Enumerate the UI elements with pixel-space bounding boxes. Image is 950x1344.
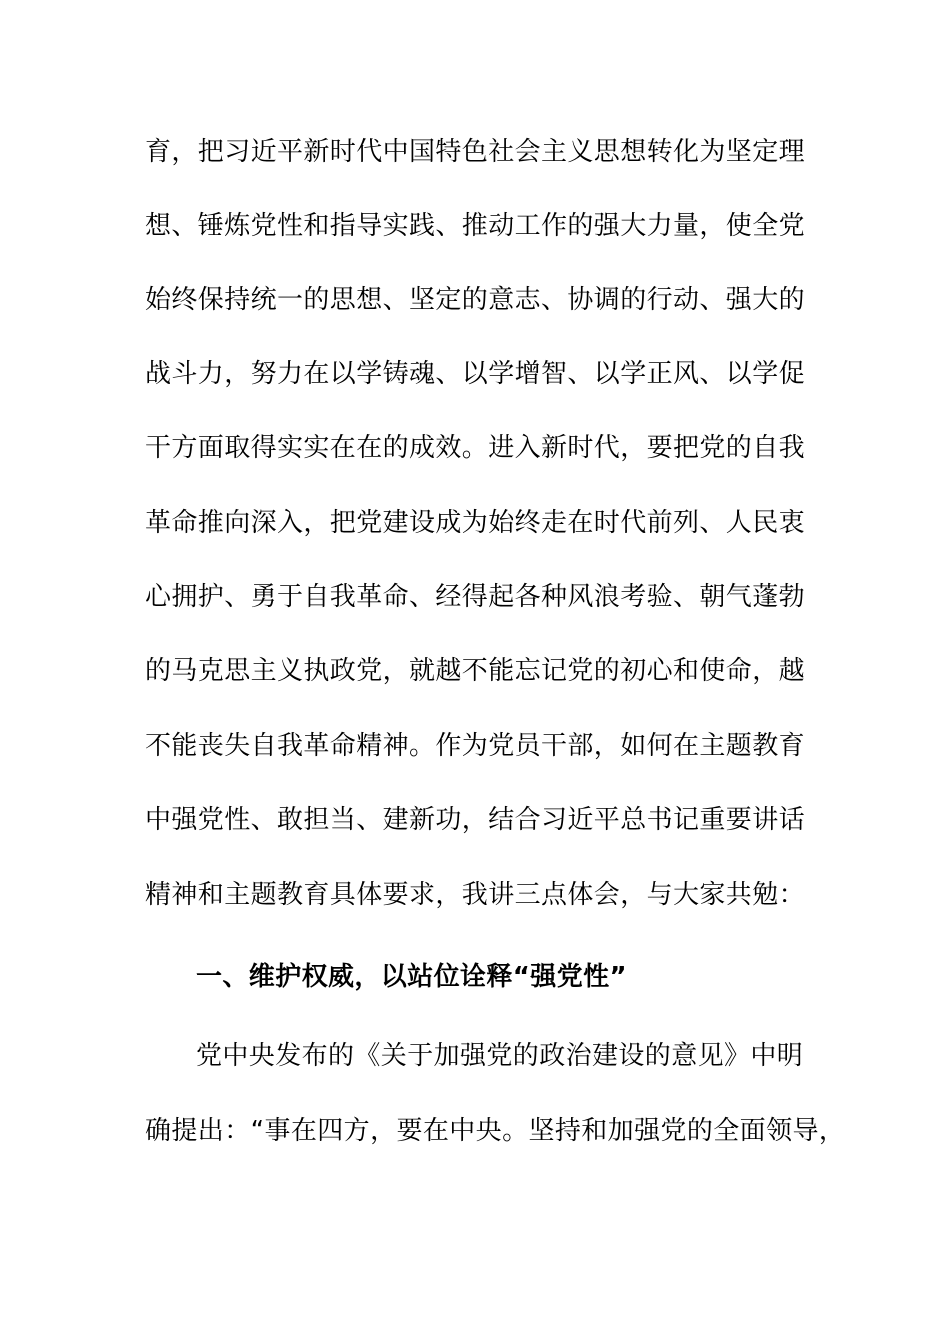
body-line-7: 心拥护、勇于自我革命、经得起各种风浪考验、朝气蓬勃 <box>145 582 806 612</box>
body-line-5: 干方面取得实实在在的成效。进入新时代，要把党的自我 <box>145 433 806 463</box>
body-line-11: 精神和主题教育具体要求，我讲三点体会，与大家共勉： <box>145 880 806 910</box>
body-line-1: 育，把习近平新时代中国特色社会主义思想转化为坚定理 <box>145 137 806 167</box>
body-line-3: 始终保持统一的思想、坚定的意志、协调的行动、强大的 <box>145 285 806 315</box>
body-line-10: 中强党性、敢担当、建新功，结合习近平总书记重要讲话 <box>145 805 806 835</box>
body-line-8: 的马克思主义执政党，就越不能忘记党的初心和使命，越 <box>145 656 806 686</box>
para2-line-2: 确提出：“事在四方，要在中央。坚持和加强党的全面领导， <box>145 1116 846 1146</box>
body-line-6: 革命推向深入，把党建设成为始终走在时代前列、人民衷 <box>145 508 806 538</box>
para2-line-1: 党中央发布的《关于加强党的政治建设的意见》中明 <box>196 1041 804 1071</box>
body-line-4: 战斗力，努力在以学铸魂、以学增智、以学正风、以学促 <box>145 359 806 389</box>
section-heading: 一、维护权威，以站位诠释“强党性” <box>196 962 627 992</box>
body-line-9: 不能丧失自我革命精神。作为党员干部，如何在主题教育 <box>145 731 806 761</box>
body-line-2: 想、锤炼党性和指导实践、推动工作的强大力量，使全党 <box>145 211 806 241</box>
